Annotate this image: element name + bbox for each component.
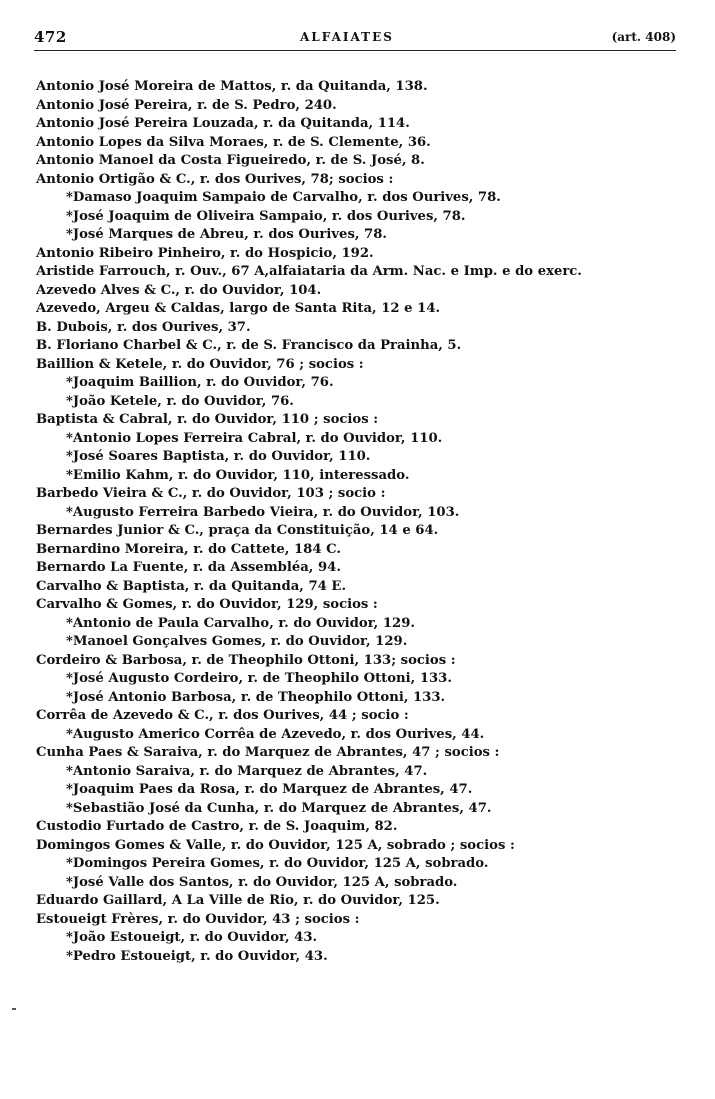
directory-entry: Bernardes Junior & C., praça da Constituição, 14 e 64.: [36, 523, 439, 538]
directory-entries: [36, 78, 696, 966]
directory-entry: Estoueigt Frères, r. do Ouvidor, 43 ; socios :: [36, 911, 360, 927]
partner-entry: *Sebastião José da Cunha, r. do Marquez de Abrantes, 47.: [66, 800, 492, 816]
partner-entry: *Antonio Lopes Ferreira Cabral, r. do Ouvidor, 110.: [66, 430, 443, 446]
directory-entry: Antonio José Pereira Louzada, r. da Quitanda, 114.: [36, 116, 410, 131]
partner-entry: *José Soares Baptista, r. do Ouvidor, 110.: [66, 449, 371, 464]
directory-entry: Bernardino Moreira, r. do Cattete, 184 C.: [36, 541, 341, 557]
running-title: ALFAIATES: [300, 30, 394, 44]
directory-entry: Baptista & Cabral, r. do Ouvidor, 110 ; socios :: [36, 412, 379, 427]
directory-entry: Cunha Paes & Saraiva, r. do Marquez de Abrantes, 47 ; socios :: [36, 745, 500, 760]
partner-entry: *Antonio de Paula Carvalho, r. do Ouvidor, 129.: [66, 615, 415, 631]
directory-entry: Carvalho & Gomes, r. do Ouvidor, 129, socios :: [36, 597, 378, 612]
directory-entry: Antonio Lopes da Silva Moraes, r. de S. Clemente, 36.: [36, 134, 431, 150]
directory-entry: Aristide Farrouch, r. Ouv., 67 A,alfaiataria da Arm. Nac. e Imp. e do exerc.: [36, 264, 582, 279]
directory-entry: B. Floriano Charbel & C., r. de S. Francisco da Prainha, 5.: [36, 338, 462, 353]
partner-entry: *Emilio Kahm, r. do Ouvidor, 110, interessado.: [66, 467, 410, 483]
directory-entry: Baillion & Ketele, r. do Ouvidor, 76 ; socios :: [36, 356, 364, 372]
directory-entry: B. Dubois, r. dos Ourives, 37.: [36, 319, 251, 335]
directory-entry: Custodio Furtado de Castro, r. de S. Joaquim, 82.: [36, 819, 398, 834]
margin-mark: [12, 1008, 16, 1010]
partner-entry: *José Antonio Barbosa, r. de Theophilo Ottoni, 133.: [66, 689, 446, 705]
partner-entry: *Joaquim Paes da Rosa, r. do Marquez de Abrantes, 47.: [66, 782, 473, 797]
article-reference: (art. 408): [611, 30, 676, 44]
directory-entry: Antonio José Moreira de Mattos, r. da Quitanda, 138.: [36, 79, 428, 94]
page-header: [34, 28, 676, 56]
page-number: 472: [34, 28, 67, 46]
directory-entry: Carvalho & Baptista, r. da Quitanda, 74 E.: [36, 578, 347, 594]
partner-entry: *João Estoueigt, r. do Ouvidor, 43.: [66, 930, 318, 945]
partner-entry: *Augusto Americo Corrêa de Azevedo, r. dos Ourives, 44.: [66, 726, 485, 742]
partner-entry: *Domingos Pereira Gomes, r. do Ouvidor, 125 A, sobrado.: [66, 856, 489, 871]
partner-entry: *Joaquim Baillion, r. do Ouvidor, 76.: [66, 375, 334, 390]
partner-entry: *Pedro Estoueigt, r. do Ouvidor, 43.: [66, 948, 328, 964]
directory-entry: Azevedo, Argeu & Caldas, largo de Santa Rita, 12 e 14.: [36, 301, 441, 316]
partner-entry: *José Augusto Cordeiro, r. de Theophilo Ottoni, 133.: [66, 671, 452, 686]
partner-entry: *Damaso Joaquim Sampaio de Carvalho, r. dos Ourives, 78.: [66, 190, 501, 205]
directory-entry: Antonio José Pereira, r. de S. Pedro, 240.: [36, 97, 337, 113]
directory-entry: Cordeiro & Barbosa, r. de Theophilo Ottoni, 133; socios :: [36, 652, 456, 668]
directory-entry: Bernardo La Fuente, r. da Assembléa, 94.: [36, 560, 341, 575]
partner-entry: *Antonio Saraiva, r. do Marquez de Abrantes, 47.: [66, 763, 428, 779]
directory-entry: Antonio Ortigão & C., r. dos Ourives, 78; socios :: [36, 171, 394, 187]
header-rule: [34, 50, 676, 51]
directory-entry: Corrêa de Azevedo & C., r. dos Ourives, 44 ; socio :: [36, 708, 409, 723]
directory-entry: Azevedo Alves & C., r. do Ouvidor, 104.: [36, 282, 322, 298]
directory-entry: Barbedo Vieira & C., r. do Ouvidor, 103 ; socio :: [36, 486, 386, 501]
partner-entry: *João Ketele, r. do Ouvidor, 76.: [66, 393, 294, 409]
directory-entry: Domingos Gomes & Valle, r. do Ouvidor, 125 A, sobrado ; socios :: [36, 837, 515, 853]
partner-entry: *Manoel Gonçalves Gomes, r. do Ouvidor, 129.: [66, 634, 408, 649]
directory-entry: Eduardo Gaillard, A La Ville de Rio, r. do Ouvidor, 125.: [36, 893, 440, 908]
partner-entry: *Augusto Ferreira Barbedo Vieira, r. do Ouvidor, 103.: [66, 504, 460, 520]
partner-entry: *José Valle dos Santos, r. do Ouvidor, 125 A, sobrado.: [66, 874, 458, 890]
partner-entry: *José Marques de Abreu, r. dos Ourives, 78.: [66, 227, 387, 242]
directory-entry: Antonio Ribeiro Pinheiro, r. do Hospicio, 192.: [36, 245, 374, 261]
partner-entry: *José Joaquim de Oliveira Sampaio, r. dos Ourives, 78.: [66, 208, 466, 224]
directory-entry: Antonio Manoel da Costa Figueiredo, r. de S. José, 8.: [36, 153, 425, 168]
